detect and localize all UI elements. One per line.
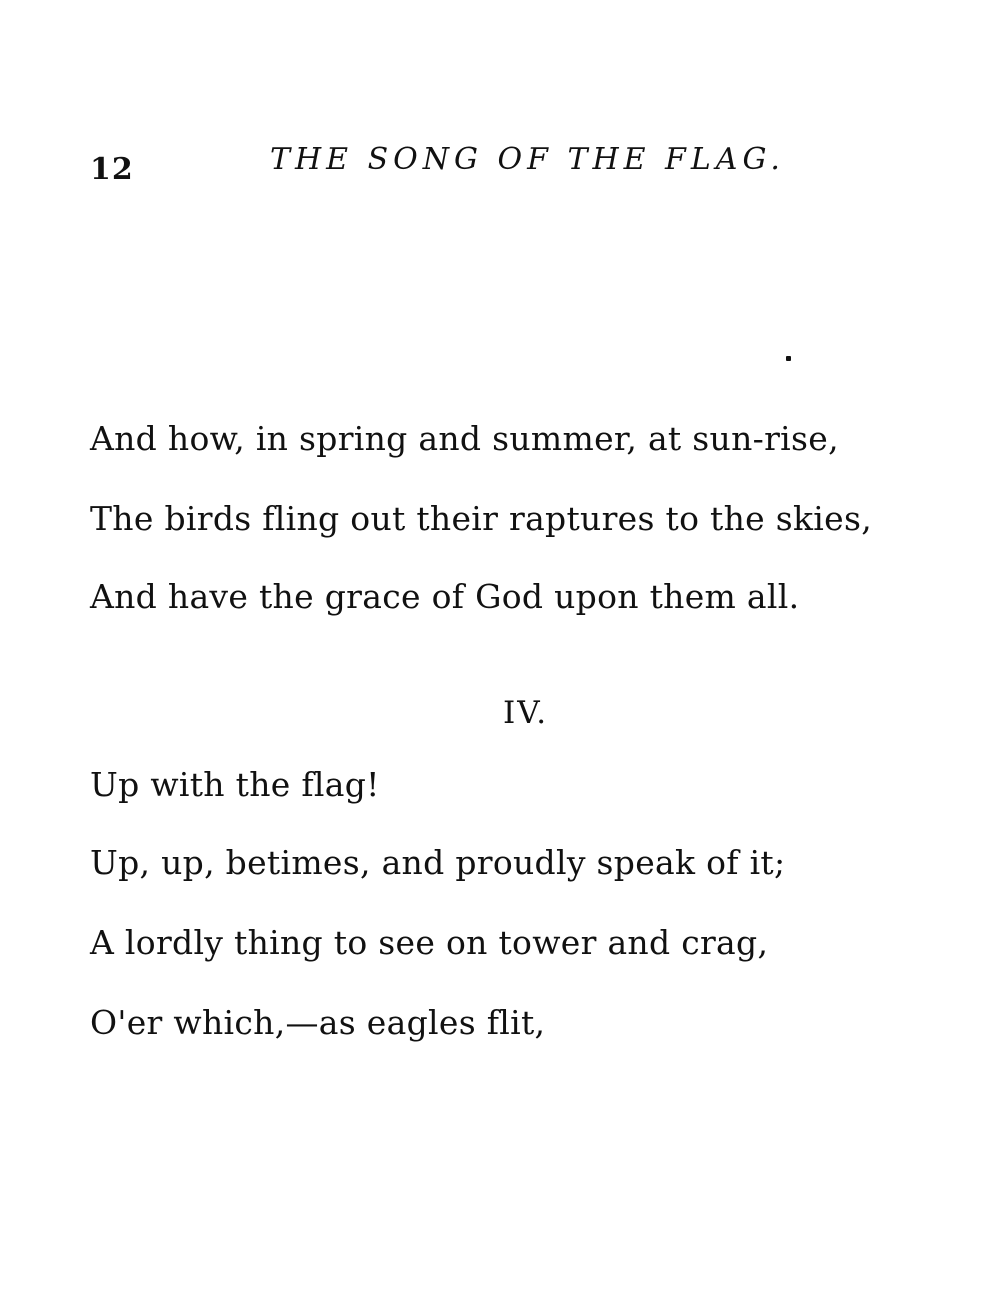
verse-line: And how, in spring and summer, at sun-rise, — [90, 419, 839, 458]
verse-line: O'er which,—as eagles flit, — [90, 1003, 546, 1042]
verse-line: A lordly thing to see on tower and crag, — [90, 923, 769, 962]
page-number: 12 — [90, 152, 134, 187]
section-numeral: IV. — [503, 695, 549, 731]
verse-line: The birds fling out their raptures to the skies, — [90, 499, 873, 538]
verse-line: Up with the flag! — [90, 765, 380, 804]
verse-line: Up, up, betimes, and proudly speak of it; — [90, 843, 786, 882]
verse-line: And have the grace of God upon them all. — [90, 577, 800, 616]
running-title: THE SONG OF THE FLAG. — [270, 142, 785, 177]
print-speck — [786, 356, 791, 361]
